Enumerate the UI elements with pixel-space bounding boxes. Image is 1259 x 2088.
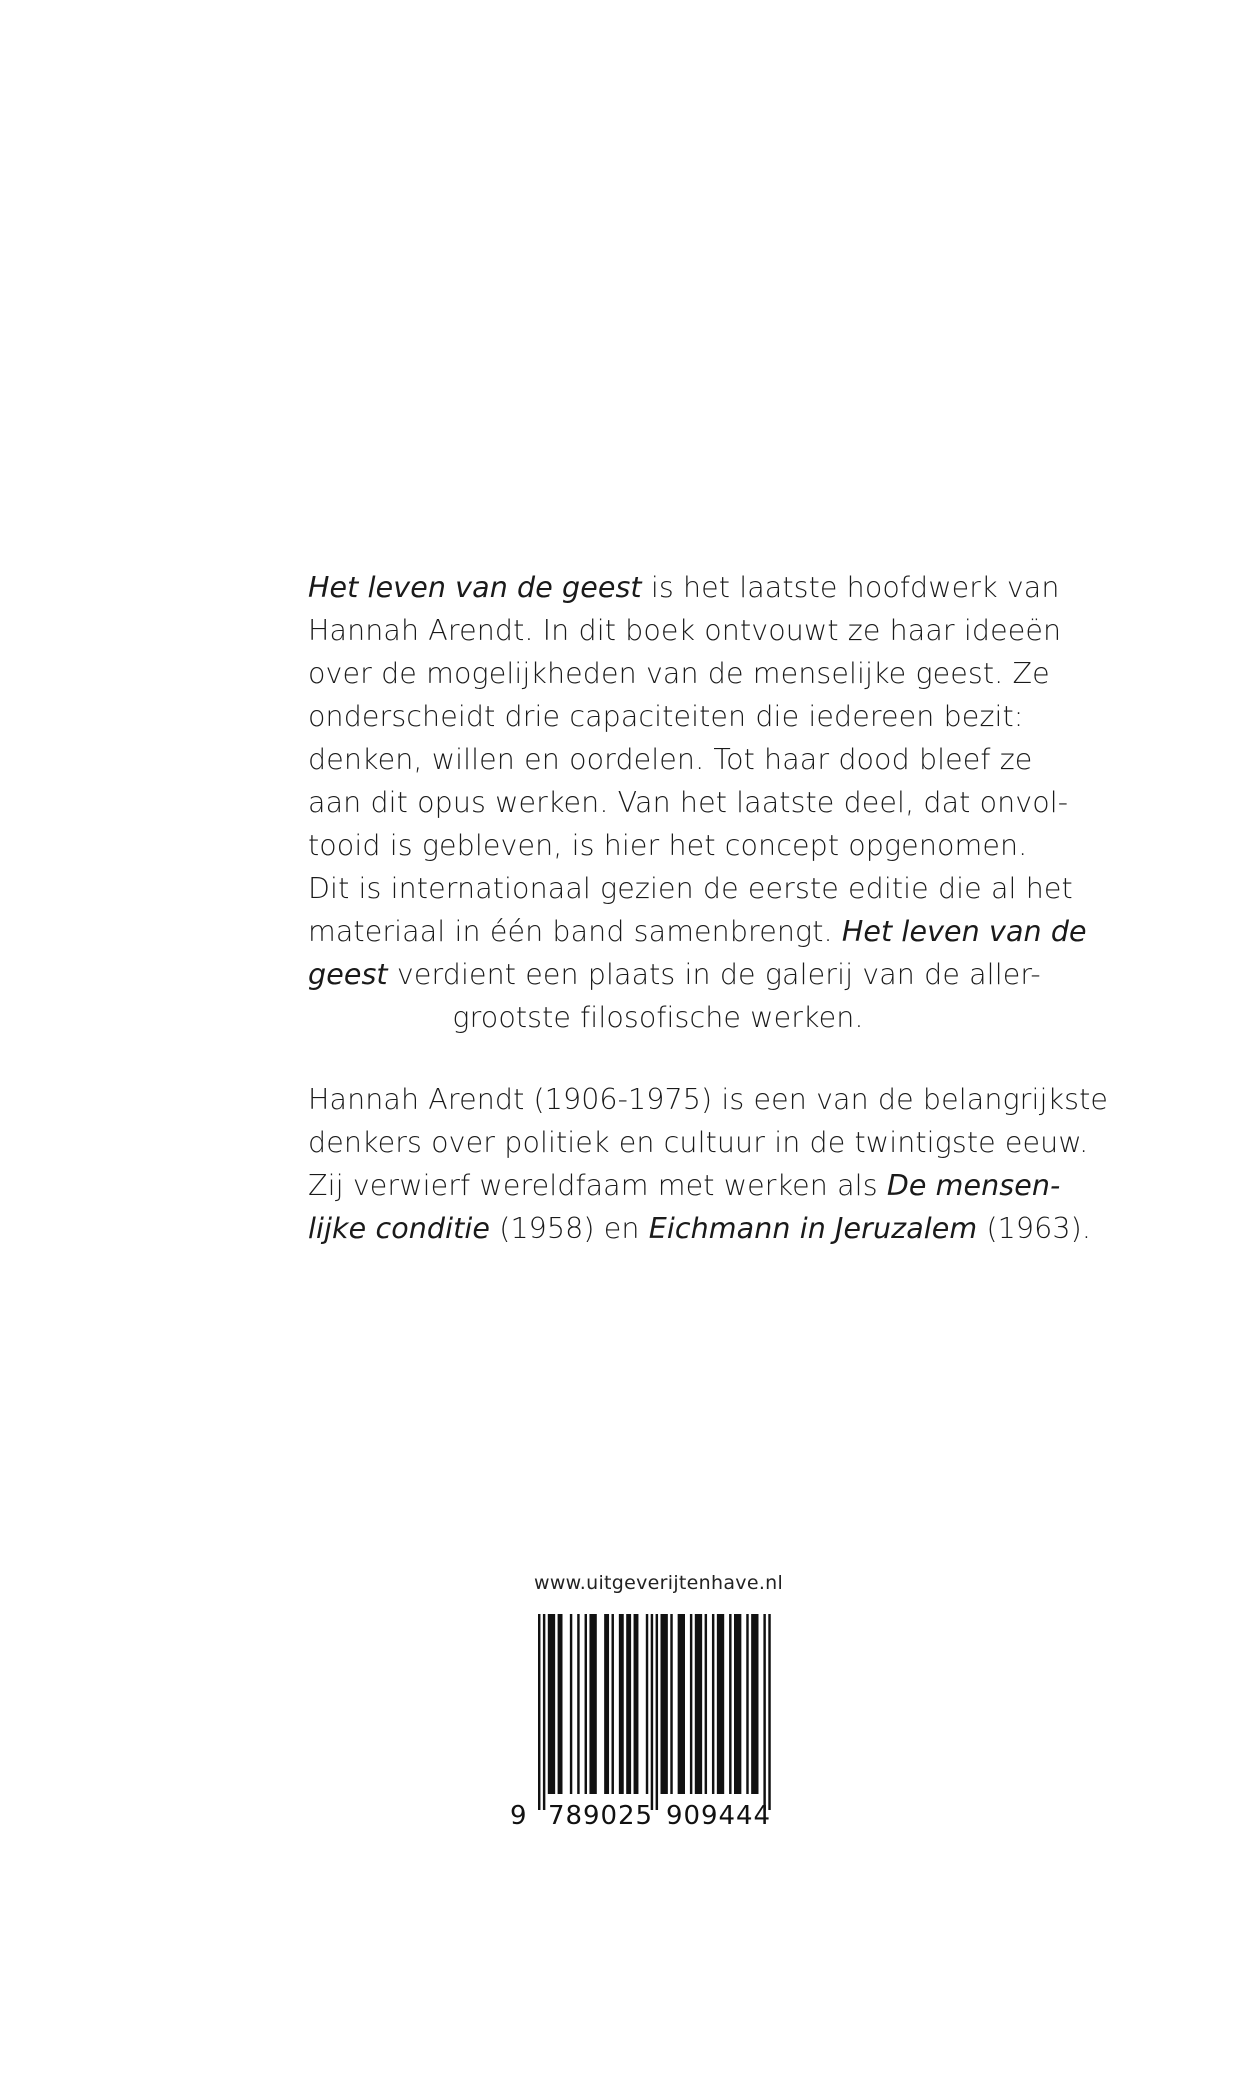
barcode-bar xyxy=(717,1614,724,1794)
barcode-bars xyxy=(538,1614,771,1810)
barcode-bar xyxy=(619,1614,624,1794)
barcode-bar xyxy=(585,1614,587,1794)
author-bio-paragraph xyxy=(308,1078,1109,1250)
barcode-bar xyxy=(678,1614,685,1794)
isbn-barcode xyxy=(508,1612,784,1836)
text-run: denkers over politiek en cultuur in de twintigste eeuw. xyxy=(308,1126,1089,1159)
barcode-bar xyxy=(604,1614,609,1794)
barcode-left-group: 789025 xyxy=(548,1801,652,1831)
text-line xyxy=(308,738,1033,781)
text-line xyxy=(308,953,1041,996)
text-line xyxy=(308,1121,1089,1164)
barcode-bar xyxy=(626,1614,631,1794)
text-line xyxy=(308,996,1008,1039)
text-run: is het laatste hoofdwerk van xyxy=(641,571,1060,604)
text-line xyxy=(308,566,1060,609)
barcode-bar xyxy=(751,1614,758,1794)
barcode-bar xyxy=(695,1614,702,1794)
text-run: (1958) en xyxy=(490,1212,649,1245)
barcode-bar xyxy=(646,1614,648,1794)
barcode-right-group: 909444 xyxy=(666,1801,770,1831)
barcode-bar xyxy=(729,1614,731,1794)
barcode-bar xyxy=(558,1614,563,1794)
barcode-bar xyxy=(634,1614,639,1794)
barcode-bar xyxy=(746,1614,748,1794)
italic-title: De mensen- xyxy=(886,1169,1061,1202)
barcode-bar xyxy=(570,1614,572,1794)
text-run: Hannah Arendt (1906-1975) is een van de belangrijkste xyxy=(308,1083,1109,1116)
blurb-paragraph xyxy=(308,566,1087,1039)
text-run: over de mogelijkheden van de menselijke geest. Ze xyxy=(308,657,1050,690)
barcode-bar xyxy=(705,1614,707,1794)
italic-title: Eichmann in Jeruzalem xyxy=(648,1212,978,1245)
text-line xyxy=(308,781,1069,824)
text-run: grootste filosofische werken. xyxy=(452,1001,864,1034)
italic-title: Het leven van de xyxy=(841,915,1087,948)
barcode-guard-bar xyxy=(543,1614,545,1810)
text-line xyxy=(308,1078,1109,1121)
barcode-bar xyxy=(577,1614,579,1794)
text-line xyxy=(308,1207,1091,1250)
text-run: materiaal in één band samenbrengt. xyxy=(308,915,842,948)
barcode-bar xyxy=(690,1614,692,1794)
text-run: Hannah Arendt. In dit boek ontvouwt ze haar ideeën xyxy=(308,614,1062,647)
barcode-first-digit: 9 xyxy=(510,1801,527,1831)
italic-title: lijke conditie xyxy=(308,1212,491,1245)
barcode-guard-bar xyxy=(651,1614,653,1810)
italic-title: Het leven van de geest xyxy=(308,571,642,604)
barcode-bar xyxy=(548,1614,555,1794)
text-line xyxy=(308,609,1062,652)
text-line xyxy=(308,652,1050,695)
barcode-guard-bar xyxy=(538,1614,540,1810)
text-run: tooid is gebleven, is hier het concept opgenomen. xyxy=(308,829,1028,862)
text-run: aan dit opus werken. Van het laatste deel, dat onvol- xyxy=(308,786,1069,819)
barcode-guard-bar xyxy=(768,1614,770,1810)
text-line xyxy=(308,1164,1061,1207)
publisher-url[interactable]: www.uitgeverijtenhave.nl xyxy=(534,1572,784,1594)
text-line xyxy=(308,824,1028,867)
barcode-bar xyxy=(670,1614,672,1794)
barcode-guard-bar xyxy=(656,1614,658,1810)
barcode-bar xyxy=(661,1614,668,1794)
barcode-bar xyxy=(612,1614,614,1794)
text-run: (1963). xyxy=(977,1212,1091,1245)
text-run: denken, willen en oordelen. Tot haar dood bleef ze xyxy=(308,743,1033,776)
text-run: Zij verwierf wereldfaam met werken als xyxy=(308,1169,887,1202)
barcode-bar xyxy=(734,1614,741,1794)
barcode-bar xyxy=(712,1614,714,1794)
text-run: verdient een plaats in de galerij van de aller- xyxy=(387,958,1041,991)
text-run: Dit is internationaal gezien de eerste editie die al het xyxy=(308,872,1073,905)
italic-title: geest xyxy=(308,958,388,991)
barcode-guard-bar xyxy=(763,1614,765,1810)
text-line xyxy=(308,695,1024,738)
barcode-bar xyxy=(589,1614,596,1794)
text-line xyxy=(308,867,1073,910)
text-line xyxy=(308,910,1087,953)
text-run: onderscheidt drie capaciteiten die iedereen bezit: xyxy=(308,700,1024,733)
